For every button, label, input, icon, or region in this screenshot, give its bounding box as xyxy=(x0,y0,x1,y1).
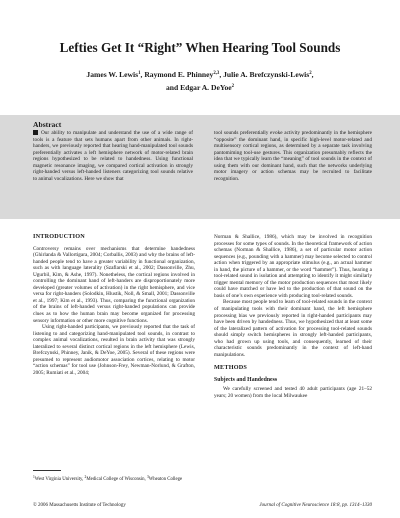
journal-citation-footer: Journal of Cognitive Neuroscience 18:8, pp. 1314–1330 xyxy=(259,503,372,508)
author-line-2 xyxy=(40,81,360,94)
affiliation-footnote xyxy=(33,474,195,483)
body-paragraph: Because most people tend to learn of tool-related sounds in the context of manipulating tools with their dominant hand, the left hemisphere processing bias we previously reported in right-handed participants may have been driven by handedness. Thus, we hypothesized that at least some of the lateralized pattern of activation for processing tool-related sounds should simply switch hemispheres in strongly left-handed participants, who had grown up using tools, and consequently, learned of their characteristic sounds predominantly in the context of left-hand manipulations. xyxy=(214,299,372,358)
abstract-text-left: Our ability to manipulate and understand the use of a wide range of tools is a feature that sets humans apart from other animals. In right-handers, we previously reported that hearing hand-manipulated tool sounds preferentially activates a left hemisphere network of motor-related brain regions hypothesized to be related to handedness. Using functional magnetic resonance imaging, we compared cortical activation in strongly right-handed versus left-handed listeners categorizing tool sounds relative to animal vocalizations. Here we show that xyxy=(33,130,193,182)
abstract-heading: Abstract xyxy=(33,120,62,129)
author-name: and Edgar A. DeYoe xyxy=(165,83,232,92)
footnote-rule xyxy=(33,470,61,471)
body-paragraph: Using right-handed participants, we previously reported that the task of listening to and categorizing hand-manipulated tool sounds, in contrast to complex animal vocalizations, resulted in brain activity that was strongly lateralized to several distinct cortical regions in the left hemisphere (Lewis, Brefczynski, Phinney, Janik, & DeYoe, 2005). Several of these regions were presumed to represent audiomotor association cortices, relating to motor “action schemas” for tool use (Johnson-Frey, Newman-Norlund, & Grafton, 2005; Rumiati et al., 2004; xyxy=(33,324,195,376)
right-body-column xyxy=(214,234,372,400)
article-title: Lefties Get It “Right” When Hearing Tool Sounds xyxy=(59,40,341,55)
copyright-footer: © 2006 Massachusetts Institute of Technology xyxy=(33,503,126,508)
author-separator: , xyxy=(311,70,314,79)
affiliation-text: Wheaton College xyxy=(148,477,183,482)
affiliation-text: Medical College of Wisconsin, xyxy=(86,477,147,482)
author-separator: , xyxy=(219,70,224,79)
author-affiliation-mark: 2,3 xyxy=(213,71,220,76)
methods-heading: METHODS xyxy=(214,364,248,372)
author-line-1 xyxy=(40,68,360,81)
affiliation-text: West Virginia University, xyxy=(34,477,85,482)
left-body-column xyxy=(33,234,195,376)
author-list xyxy=(40,68,360,94)
abstract-square-marker xyxy=(33,130,38,135)
author-affiliation-mark: 2 xyxy=(231,84,235,89)
abstract-text-right: tool sounds preferentially evoke activity predominantly in the hemisphere “opposite” the dominant hand, in specific high-level motor-related and multisensory cortical regions, as determined by a separate task involving pantomiming tool-use gestures. This organization presumably reflects the idea that we typically learn the “meaning” of tool sounds in the context of using them with our dominant hand, such that the networks underlying motor imagery or action schemas may be recruited to facilitate recognition. xyxy=(214,130,372,182)
author-name: Raymond E. Phinney xyxy=(144,70,214,79)
author-separator: , xyxy=(140,70,145,79)
affiliation-mark: 1 xyxy=(33,475,35,479)
subjects-heading: Subjects and Handedness xyxy=(214,376,278,383)
author-name: James W. Lewis xyxy=(86,70,139,79)
introduction-heading: INTRODUCTION xyxy=(33,233,85,240)
abstract-left-column xyxy=(33,130,193,182)
author-name: Julie A. Brefczynski-Lewis xyxy=(223,70,310,79)
body-paragraph: Controversy remains over mechanisms that determine handedness (Ghirlanda & Vallortigara, 2004; Corballis, 2003) and why the brains of left-handed people tend to have a greater variability in functional organization, such as with language laterality (Szaflarski et al., 2002; Dassonville, Zhu, Ugurbil, Kim, & Ashe, 1997). Nonetheless, the cortical regions involved in controlling the dominant hand of left-handers are disproportionately more developed (greater volumes of activation) in the right hemisphere, and vice versa for right-handers (Solodkin, Hlustik, Noll, & Small, 2001; Dassonville et al., 1997; Kim et al., 1993). Thus, comparing the functional organization of the brains of left-handed versus right-handed populations can provide clues as to how the human brain may become organized for processing sensory information or other more cognitive functions. xyxy=(33,245,195,324)
affiliation-mark: 3 xyxy=(146,475,149,479)
body-paragraph: Norman & Shallice, 1986), which may be involved in recognition processes for some types of sounds. In the theoretical framework of action schemas (Norman & Shallice, 1986), a set of particular motor action sequences (e.g., pounding with a hammer) may become selected to control action when triggered by an appropriate stimulus (e.g., an actual hammer in hand, the picture of a hammer, or the word “hammer”). Thus, hearing a tool-related sound in isolation and attempting to identify it might similarly trigger mental memory of the motor production sequences that most likely could have matched or have led to the production of that sound on the basis of one’s own experience with producing tool-related sounds. xyxy=(214,234,372,299)
affiliation-mark: 2 xyxy=(84,475,87,479)
author-affiliation-mark: 2 xyxy=(309,71,312,76)
author-affiliation-mark: 1 xyxy=(138,71,141,76)
body-paragraph: We carefully screened and tested 40 adult participants (age 21–52 years; 20 women) from the local Milwaukee xyxy=(214,386,372,400)
